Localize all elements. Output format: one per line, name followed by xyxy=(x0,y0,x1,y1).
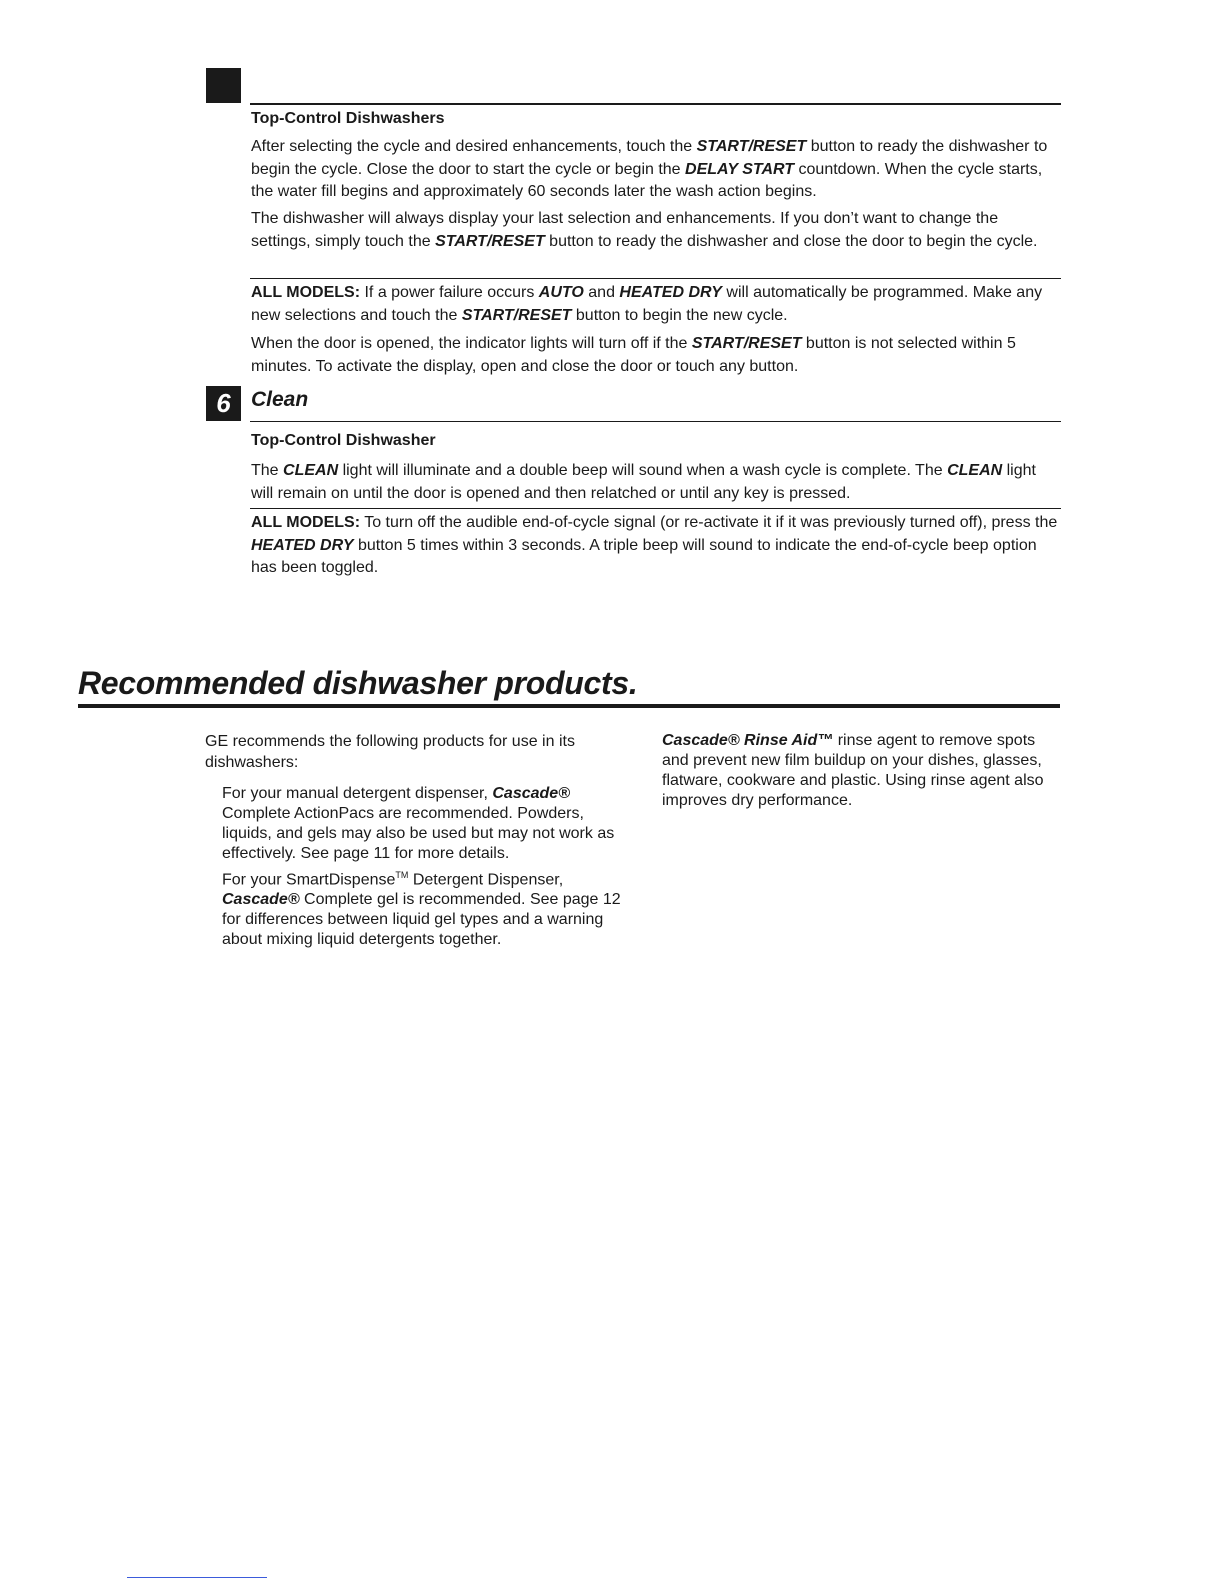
products-item-smartdispense: For your SmartDispense™ Detergent Dispenser, Cascade® Complete gel is recommended. See page 12 for differences between liquid gel types and a warning about mixing liquid detergents together. xyxy=(222,870,621,949)
section-rule-clean xyxy=(250,421,1061,422)
subheading-top-control: Top-Control Dishwashers xyxy=(251,110,445,127)
subheading-top-control-dishwasher: Top-Control Dishwasher xyxy=(251,432,436,449)
section-number-6: 6 xyxy=(206,386,241,421)
footer-link-underline xyxy=(127,1577,267,1578)
section-title-clean: Clean xyxy=(251,388,309,411)
paragraph-last-selection: The dishwasher will always display your last selection and enhancements. If you don’t want to change the settings, simply touch the START/RESET button to ready the dishwasher and close the door to begin the cycle. xyxy=(251,210,1038,250)
page-title-recommended-products: Recommended dishwasher products. xyxy=(78,665,638,701)
section-number-box xyxy=(206,68,241,103)
divider-all-models-clean xyxy=(250,508,1061,509)
paragraph-end-of-cycle: ALL MODELS: To turn off the audible end-of-cycle signal (or re-activate it if it was previously turned off), press the HEATED DRY button 5 times within 3 seconds. A triple beep will sound to indicate the end-of-cycle beep option has been toggled. xyxy=(251,514,1058,576)
paragraph-clean-light: The CLEAN light will illuminate and a double beep will sound when a wash cycle is complete. The CLEAN light will remain on until the door is opened and then relatched or until any key is pressed. xyxy=(251,462,1036,502)
section-rule xyxy=(250,103,1061,105)
divider-all-models xyxy=(250,278,1061,279)
products-item-manual-dispenser: For your manual detergent dispenser, Cascade® Complete ActionPacs are recommended. Powders, liquids, and gels may also be used but may not work as effectively. See page 11 for more details. xyxy=(222,785,615,862)
paragraph-power-failure: ALL MODELS: If a power failure occurs AUTO and HEATED DRY will automatically be programmed. Make any new selections and touch the START/RESET button to begin the new cycle. xyxy=(251,284,1043,324)
paragraph-door-opened: When the door is opened, the indicator lights will turn off if the START/RESET button is not selected within 5 minutes. To activate the display, open and close the door or touch any button. xyxy=(251,335,1016,375)
title-rule xyxy=(78,704,1060,708)
products-intro: GE recommends the following products for use in its dishwashers: xyxy=(205,733,575,771)
products-rinse-aid: Cascade® Rinse Aid™ rinse agent to remove spots and prevent new film buildup on your dishes, glasses, flatware, cookware and plastic. Using rinse agent also improves dry performance. xyxy=(662,732,1044,809)
paragraph-start-reset: After selecting the cycle and desired enhancements, touch the START/RESET button to ready the dishwasher to begin the cycle. Close the door to start the cycle or begin the DELAY START countdown. When the cycle starts, the water fill begins and approximately 60 seconds later the wash action begins. xyxy=(251,138,1048,200)
